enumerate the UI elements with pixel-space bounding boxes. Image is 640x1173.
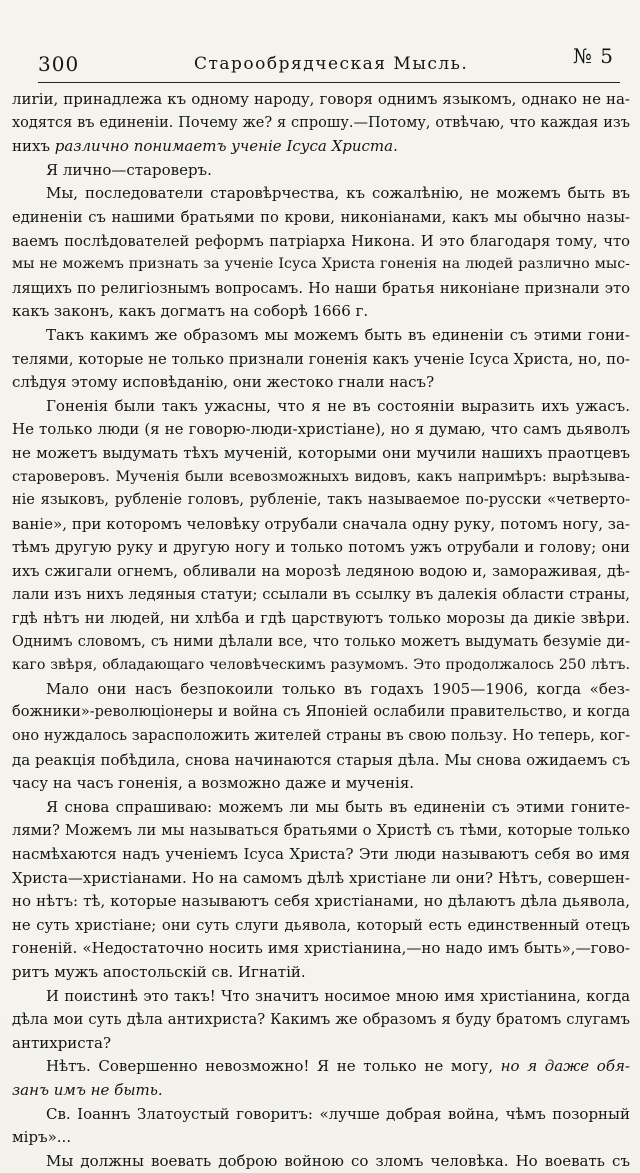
text-run: Не только люди (я не говорю-люди-христiане), но я думаю, что самъ дьяволъ: [12, 420, 630, 439]
text-line: [12, 961, 630, 985]
text-line: [12, 300, 630, 324]
text-line: [12, 725, 630, 749]
text-line: [12, 890, 630, 914]
text-run: Св. Iоаннъ Златоустый говоритъ: «лучше добрая война, чѣмъ позорный: [46, 1104, 630, 1123]
text-line: [12, 1079, 630, 1103]
article-body: [12, 88, 630, 1173]
text-run: ходятся въ единенiи. Почему же? я спрошу.—Потому, отвѣчаю, что каждая изъ: [12, 114, 630, 131]
text-line: [12, 466, 630, 490]
text-run: дѣла мои суть дѣла антихриста? Какимъ же образомъ я буду братомъ слугамъ: [12, 1011, 630, 1029]
issue-number: № 5: [572, 44, 614, 68]
text-run: Однимъ словомъ, съ ними дѣлали все, что только можетъ выдумать безумiе ди-: [12, 633, 630, 650]
text-line: [12, 253, 630, 277]
text-run: не можетъ выдумать тѣхъ мученiй, которыми они мучили нашихъ праотцевъ: [12, 443, 630, 462]
text-run: Я лично—староверъ.: [46, 160, 212, 179]
text-run: какъ законъ, какъ догматъ на соборѣ 1666 г.: [12, 302, 369, 321]
text-run: лиrіи, принадлежа къ одному народу, говоря однимъ языкомъ, однако не на-: [12, 90, 630, 108]
text-line: [12, 135, 630, 159]
text-line: [12, 985, 630, 1009]
text-run: лями? Можемъ ли мы называться братьями о Христѣ съ тѣми, которые только: [12, 822, 630, 840]
text-line: [12, 772, 630, 796]
text-line: [12, 442, 630, 466]
text-line: [12, 678, 630, 702]
text-line: [12, 88, 630, 112]
text-line: [12, 418, 630, 442]
text-line: [12, 112, 630, 136]
text-line: [12, 654, 630, 678]
text-line: [12, 607, 630, 631]
text-line: [12, 843, 630, 867]
text-run: лали изъ нихъ ледяныя статуи; ссылали въ ссылку въ далекiя области страны,: [12, 586, 630, 604]
italic-text-run: различно понимаетъ ученiе Iсуса Христа.: [54, 137, 398, 156]
text-run: Мы, последователи старовѣрчества, къ сожалѣнiю, не можемъ быть въ: [46, 184, 630, 203]
text-run: Такъ какимъ же образомъ мы можемъ быть въ единенiи съ этими гони-: [46, 325, 630, 344]
text-run: ихъ сжигали огнемъ, обливали на морозѣ ледяною водою и, замораживая, дѣ-: [12, 562, 630, 580]
text-line: [12, 867, 630, 891]
text-line: [12, 489, 630, 513]
text-run: Мало они насъ безпокоили только въ годахъ 1905—1906, когда «без-: [46, 679, 630, 698]
text-line: [12, 819, 630, 843]
text-run: слѣдуя этому исповѣданiю, они жестоко гнали насъ?: [12, 373, 435, 392]
text-run: божники»-революцiонеры и война съ Японiей ослабили правительство, и когда: [12, 704, 630, 721]
text-run: единенiи съ нашими братьями по крови, никонiанами, какъ мы обычно назы-: [12, 208, 630, 226]
text-line: [12, 631, 630, 655]
text-run: гоненiй. «Недостаточно носить имя христiанина,—но надо имъ быть»,—гово-: [12, 939, 630, 958]
text-line: [12, 1008, 630, 1032]
text-line: [12, 1055, 630, 1079]
text-line: [12, 230, 630, 254]
text-line: [12, 1126, 630, 1150]
text-run: нихъ: [12, 137, 55, 156]
text-run: гдѣ нѣтъ ни людей, ни хлѣба и гдѣ царствуютъ только морозы да дикiе звѣри.: [12, 610, 630, 628]
text-line: [12, 536, 630, 560]
italic-text-run: но я даже обя-: [500, 1057, 630, 1076]
text-run: И поистинѣ это такъ! Что значитъ носимое мною имя христiанина, когда: [46, 987, 630, 1005]
running-header: [38, 44, 618, 78]
text-line: [12, 1103, 630, 1127]
text-run: лящихъ по религiознымъ вопросамъ. Но наши братья никонiане признали это: [12, 279, 630, 297]
text-run: ритъ мужъ апостольскiй св. Игнатiй.: [12, 962, 306, 981]
text-line: [12, 796, 630, 820]
text-line: [12, 206, 630, 230]
text-run: каго звѣря, обладающаго человѣческимъ разумомъ. Это продолжалось 250 лѣтъ.: [12, 657, 630, 674]
text-line: [12, 182, 630, 206]
text-run: да реакцiя побѣдила, снова начинаются старыя дѣла. Мы снова ожидаемъ съ: [12, 750, 630, 769]
text-line: [12, 560, 630, 584]
text-run: телями, которые не только признали гоненiя какъ ученiе Iсуса Христа, но, по-: [12, 350, 630, 368]
page-number: 300: [38, 52, 80, 76]
text-line: [12, 937, 630, 961]
journal-title: Старообрядческая Мысль.: [194, 54, 469, 74]
text-line: [12, 513, 630, 537]
text-run: Мы должны воевать доброю войною со зломъ человѣка. Но воевать съ: [46, 1151, 630, 1170]
text-run: Гоненiя были такъ ужасны, что я не въ состоянiи выразить ихъ ужасъ.: [46, 396, 630, 415]
text-line: [12, 324, 630, 348]
header-rule: [38, 82, 620, 83]
text-run: ванiе», при которомъ человѣку отрубали сначала одну руку, потомъ ногу, за-: [12, 514, 630, 533]
text-line: [12, 1032, 630, 1056]
text-line: [12, 277, 630, 301]
text-run: нiе языковъ, рубленiе головъ, рубленiе, такъ называемое по-русски «четверто-: [12, 492, 630, 509]
text-run: не суть христiане; они суть слуги дьявола, который есть единственный отецъ: [12, 916, 630, 934]
text-line: [12, 914, 630, 938]
text-run: тѣмъ другую руку и другую ногу и только потомъ ужъ отрубали и голову; они: [12, 539, 630, 557]
text-run: Я снова спрашиваю: можемъ ли мы быть въ единенiи съ этими гоните-: [46, 797, 630, 816]
text-run: ваемъ послѣдователей реформъ патрiарха Никона. И это благодаря тому, что: [12, 232, 630, 250]
text-line: [12, 159, 630, 183]
text-run: Христа—христiанами. Но на самомъ дѣлѣ христiане ли они? Нѣтъ, совершен-: [12, 868, 630, 887]
text-run: мiръ»...: [12, 1128, 72, 1147]
text-line: [12, 749, 630, 773]
text-run: староверовъ. Мученiя были всевозможныхъ видовъ, какъ напримѣръ: вырѣзыва-: [12, 468, 630, 485]
text-run: насмѣхаются надъ ученiемъ Iсуса Христа? Эти люди называютъ себя во имя: [12, 845, 630, 863]
text-run: оно нуждалось зарасположить жителей страны въ свою пользу. Но теперь, ког-: [12, 728, 630, 745]
text-run: часу на часъ гоненiя, а возможно даже и мученiя.: [12, 774, 415, 793]
italic-text-run: занъ имъ не быть.: [12, 1080, 163, 1099]
text-run: мы не можемъ признать за ученiе Iсуса Христа гоненiя на людей различно мыс-: [12, 256, 630, 273]
text-line: [12, 371, 630, 395]
text-line: [12, 395, 630, 419]
text-line: [12, 583, 630, 607]
text-line: [12, 348, 630, 372]
text-run: но нѣтъ: тѣ, которые называютъ себя христiанами, но дѣлаютъ дѣла дьявола,: [12, 892, 630, 911]
text-run: Нѣтъ. Совершенно невозможно! Я не только не могу,: [46, 1057, 501, 1076]
text-run: антихриста?: [12, 1033, 111, 1052]
text-line: [12, 1150, 630, 1173]
text-line: [12, 701, 630, 725]
